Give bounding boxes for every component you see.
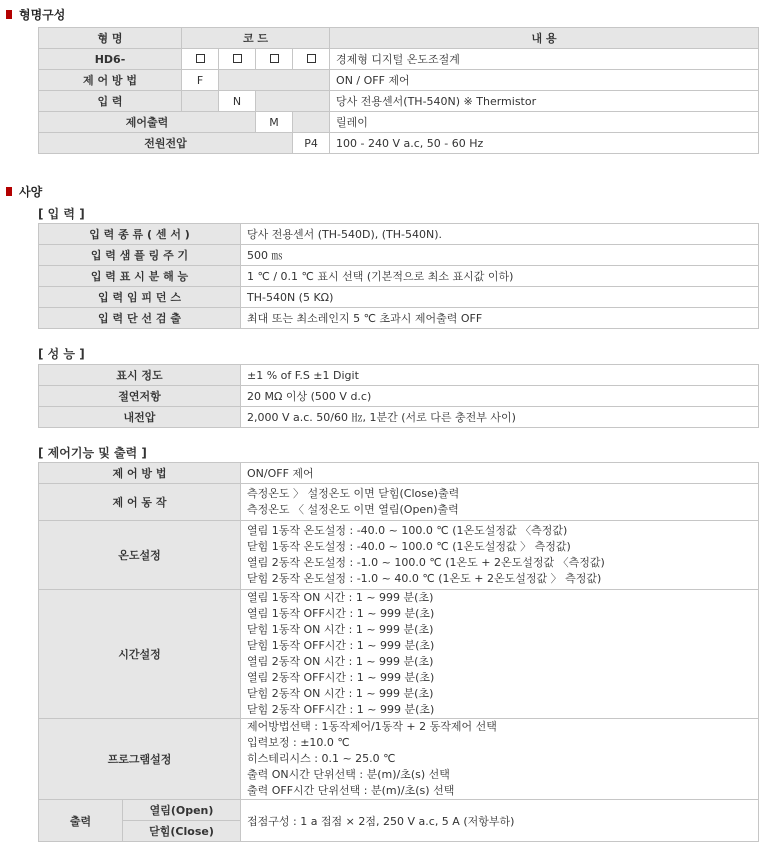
code-slot (219, 49, 256, 70)
code-slot (182, 49, 219, 70)
header-model: 형 명 (39, 28, 182, 49)
row-label: 입 력 샘 플 링 주 기 (39, 245, 241, 266)
table-row (39, 386, 759, 407)
code-box-icon (270, 54, 279, 63)
row-label: 프로그램설정 (39, 719, 241, 800)
row-label: 표시 정도 (39, 365, 241, 386)
input-table (38, 223, 759, 329)
value-line: 닫힘 1동작 OFF시간 : 1 ~ 999 분(초) (247, 639, 435, 652)
table-row (39, 266, 759, 287)
row-label: 절연저항 (39, 386, 241, 407)
subsection-input-title: [ 입 력 ] (38, 207, 85, 221)
row-label: 제 어 동 작 (39, 484, 241, 521)
output-close-label: 닫힘(Close) (123, 821, 241, 842)
output-open-label: 열림(Open) (123, 800, 241, 821)
output-value: 접점구성 : 1 a 접점 × 2점, 250 V a.c, 5 A (저항부하) (241, 800, 759, 842)
value-line: 출력 ON시간 단위선택 : 분(m)/초(s) 선택 (247, 768, 450, 781)
row-value: ±1 % of F.S ±1 Digit (241, 365, 759, 386)
bullet-icon (6, 10, 12, 19)
code-slot (256, 49, 293, 70)
code-value: P4 (293, 133, 330, 154)
row-value: 당사 전용센서 (TH-540D), (TH-540N). (241, 224, 759, 245)
value-line: 열림 2동작 OFF시간 : 1 ~ 999 분(초) (247, 671, 435, 684)
section-title-spec (6, 183, 42, 200)
table-row (39, 800, 759, 821)
row-value: 500 ㎳ (241, 245, 759, 266)
row-label: 전원전압 (39, 133, 293, 154)
row-desc: 릴레이 (330, 112, 759, 133)
table-row (39, 463, 759, 484)
table-row (39, 407, 759, 428)
section-title-text: 사양 (19, 185, 43, 199)
value-line: 닫힘 2동작 OFF시간 : 1 ~ 999 분(초) (247, 703, 435, 716)
table-row (39, 91, 759, 112)
table-row (39, 590, 759, 719)
model-label: HD6- (39, 49, 182, 70)
table-row (39, 484, 759, 521)
model-desc: 경제형 디지털 온도조절계 (330, 49, 759, 70)
value-line: 제어방법선택 : 1동작제어/1동작 + 2 동작제어 선택 (247, 720, 497, 733)
row-value (241, 521, 759, 590)
value-line: 닫힘 2동작 ON 시간 : 1 ~ 999 분(초) (247, 687, 434, 700)
table-row (39, 719, 759, 800)
row-label: 제 어 방 법 (39, 463, 241, 484)
code-box-icon (233, 54, 242, 63)
table-row (39, 245, 759, 266)
subsection-control-title: [ 제어기능 및 출력 ] (38, 446, 147, 460)
row-label: 제 어 방 법 (39, 70, 182, 91)
row-label: 제어출력 (39, 112, 256, 133)
subsection-performance-title: [ 성 능 ] (38, 347, 85, 361)
control-table (38, 462, 759, 842)
row-value (241, 484, 759, 521)
row-desc: 100 - 240 V a.c, 50 - 60 Hz (330, 133, 759, 154)
row-value (241, 719, 759, 800)
table-row (39, 224, 759, 245)
row-value: 2,000 V a.c. 50/60 ㎐, 1분간 (서로 다른 충전부 사이) (241, 407, 759, 428)
table-row (39, 70, 759, 91)
value-line: 히스테리시스 : 0.1 ~ 25.0 ℃ (247, 752, 396, 765)
row-value: TH-540N (5 KΩ) (241, 287, 759, 308)
table-row (39, 133, 759, 154)
code-value: M (256, 112, 293, 133)
value-line: 열림 2동작 온도설정 : -1.0 ~ 100.0 ℃ (1온도 + 2온도설정값 〈측정값) (247, 556, 605, 569)
value-line: 닫힘 1동작 온도설정 : -40.0 ~ 100.0 ℃ (1온도설정값 〉 측정값) (247, 540, 571, 553)
table-row (39, 287, 759, 308)
row-value: 1 ℃ / 0.1 ℃ 표시 선택 (기본적으로 최소 표시값 이하) (241, 266, 759, 287)
value-line: 열림 1동작 ON 시간 : 1 ~ 999 분(초) (247, 591, 434, 604)
row-desc: 당사 전용센서(TH-540N) ※ Thermistor (330, 91, 759, 112)
code-box-icon (307, 54, 316, 63)
row-label: 입 력 임 피 던 스 (39, 287, 241, 308)
header-code: 코 드 (182, 28, 330, 49)
row-desc: ON / OFF 제어 (330, 70, 759, 91)
value-line: 측정온도 〉 설정온도 이면 닫힘(Close)출력 (247, 487, 460, 500)
output-label: 출력 (39, 800, 123, 842)
table-row (39, 308, 759, 329)
row-label: 내전압 (39, 407, 241, 428)
section-title-text: 형명구성 (19, 8, 66, 22)
code-box-icon (196, 54, 205, 63)
value-line: 입력보정 : ±10.0 ℃ (247, 736, 350, 749)
row-label: 입 력 단 선 검 출 (39, 308, 241, 329)
bullet-icon (6, 187, 12, 196)
table-row (39, 521, 759, 590)
value-line: 출력 OFF시간 단위선택 : 분(m)/초(s) 선택 (247, 784, 455, 797)
empty-cell (219, 70, 330, 91)
value-line: 열림 1동작 온도설정 : -40.0 ~ 100.0 ℃ (1온도설정값 〈측정값) (247, 524, 568, 537)
value-line: 닫힘 2동작 온도설정 : -1.0 ~ 40.0 ℃ (1온도 + 2온도설정값 〉 측정값) (247, 572, 602, 585)
row-label: 온도설정 (39, 521, 241, 590)
empty-cell (256, 91, 330, 112)
value-line: 측정온도 〈 설정온도 이면 열림(Open)출력 (247, 503, 459, 516)
row-label: 입 력 표 시 분 해 능 (39, 266, 241, 287)
value-line: 열림 1동작 OFF시간 : 1 ~ 999 분(초) (247, 607, 435, 620)
empty-cell (293, 112, 330, 133)
row-value (241, 590, 759, 719)
table-row (39, 365, 759, 386)
table-row (39, 112, 759, 133)
code-value: F (182, 70, 219, 91)
empty-cell (182, 91, 219, 112)
value-line: 닫힘 1동작 ON 시간 : 1 ~ 999 분(초) (247, 623, 434, 636)
performance-table (38, 364, 759, 428)
table-header-row (39, 28, 759, 49)
header-desc: 내 용 (330, 28, 759, 49)
table-row (39, 49, 759, 70)
row-value: 20 MΩ 이상 (500 V d.c) (241, 386, 759, 407)
code-slot (293, 49, 330, 70)
row-label: 입 력 (39, 91, 182, 112)
row-label: 시간설정 (39, 590, 241, 719)
value-line: 열림 2동작 ON 시간 : 1 ~ 999 분(초) (247, 655, 434, 668)
section-title-model (6, 6, 65, 23)
row-value: 최대 또는 최소레인지 5 ℃ 초과시 제어출력 OFF (241, 308, 759, 329)
row-label: 입 력 종 류 ( 센 서 ) (39, 224, 241, 245)
model-table (38, 27, 759, 154)
row-value: ON/OFF 제어 (241, 463, 759, 484)
code-value: N (219, 91, 256, 112)
